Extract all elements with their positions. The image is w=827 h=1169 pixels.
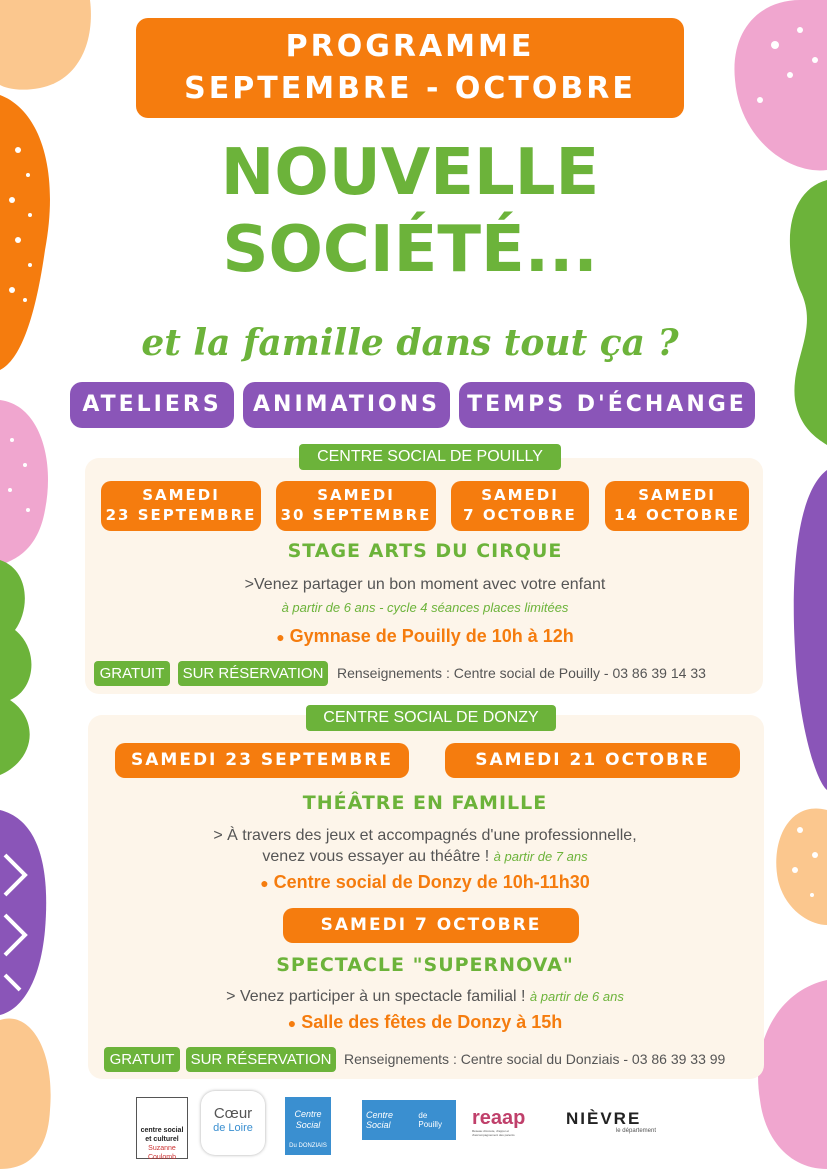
program-header: [136, 18, 684, 118]
logo-text: Réseau d'écoute, d'appui et d'accompagnement des parents: [472, 1129, 515, 1137]
logo-text: Du DONZIAIS: [289, 1143, 327, 1149]
logo-text: de Loire: [213, 1122, 253, 1134]
pouilly-note: à partir de 6 ans - cycle 4 séances places limitées: [281, 600, 569, 615]
logo-nievre: [566, 1110, 662, 1140]
title-line-2: SOCIÉTÉ...: [222, 213, 598, 287]
location-text: Centre social de Donzy de 10h-11h30: [273, 872, 590, 892]
donzy-location-2: [100, 1012, 750, 1033]
title-line-1: NOUVELLE: [220, 136, 600, 210]
pouilly-activity-title: STAGE ARTS DU CIRQUE: [287, 540, 563, 562]
pouilly-date-4: [605, 481, 749, 531]
date-day: SAMEDI: [317, 486, 395, 504]
donzy-date-3: SAMEDI 7 OCTOBRE: [283, 908, 579, 943]
donzy-center-label: CENTRE SOCIAL DE DONZY: [306, 705, 556, 731]
pouilly-reservation-tag: SUR RÉSERVATION: [178, 661, 328, 686]
date-day: SAMEDI: [142, 486, 220, 504]
pouilly-info: Renseignements : Centre social de Pouilly - 03 86 39 14 33: [337, 665, 706, 681]
logo-centre-social-donziais: [285, 1097, 331, 1155]
description-text: > Venez participer à un spectacle familial !: [226, 988, 526, 1005]
logo-csc-suzanne-coulomb: [136, 1097, 188, 1159]
subtitle: et la famille dans tout ça ?: [141, 322, 679, 364]
logo-text: Centre Social: [294, 1109, 322, 1130]
description-text: venez vous essayer au théâtre !: [262, 848, 490, 865]
donzy-date-2: SAMEDI 21 OCTOBRE: [445, 743, 740, 778]
age-note: à partir de 7 ans: [493, 849, 588, 864]
date-value: 7 OCTOBRE: [463, 506, 577, 524]
donzy-free-tag: GRATUIT: [104, 1047, 180, 1072]
logo-text: et culturel: [145, 1136, 179, 1143]
date-value: 14 OCTOBRE: [613, 506, 741, 524]
donzy-location-1: [100, 872, 750, 893]
age-note: à partir de 6 ans: [529, 989, 624, 1004]
pouilly-date-2: [276, 481, 436, 531]
category-animations: ANIMATIONS: [243, 382, 450, 428]
pouilly-center-label: CENTRE SOCIAL DE POUILLY: [299, 444, 561, 470]
location-pin-icon: ●: [260, 875, 269, 891]
location-text: Gymnase de Pouilly de 10h à 12h: [289, 626, 574, 646]
logo-text: le département: [615, 1128, 656, 1134]
logo-text: reaap: [472, 1107, 526, 1129]
logo-reaap: [472, 1107, 548, 1141]
logo-centre-social-pouilly: [362, 1100, 456, 1140]
pouilly-free-tag: GRATUIT: [94, 661, 170, 686]
pouilly-location: [100, 626, 750, 647]
logo-text: centre social: [140, 1127, 184, 1134]
pouilly-date-1: [101, 481, 261, 531]
donzy-description-1b: [100, 848, 750, 866]
pouilly-description: >Venez partager un bon moment avec votre enfant: [244, 576, 606, 593]
donzy-description-1a: > À travers des jeux et accompagnés d'une professionnelle,: [213, 827, 637, 844]
donzy-reservation-tag: SUR RÉSERVATION: [186, 1047, 336, 1072]
donzy-activity-1-title: THÉÂTRE EN FAMILLE: [302, 792, 548, 814]
header-line-1: PROGRAMME: [285, 29, 535, 64]
donzy-date-1: SAMEDI 23 SEPTEMBRE: [115, 743, 409, 778]
logo-coeur-de-loire: [201, 1091, 265, 1155]
donzy-activity-2-title: SPECTACLE "SUPERNOVA": [276, 954, 574, 976]
location-text: Salle des fêtes de Donzy à 15h: [301, 1012, 563, 1032]
donzy-description-2: [100, 988, 750, 1006]
pouilly-date-3: [451, 481, 589, 531]
logo-text: Cœur: [213, 1105, 253, 1122]
date-day: SAMEDI: [481, 486, 559, 504]
header-line-2: SEPTEMBRE - OCTOBRE: [184, 71, 636, 106]
category-temps-echange: TEMPS D'ÉCHANGE: [459, 382, 755, 428]
donzy-info: Renseignements : Centre social du Donziais - 03 86 39 33 99: [344, 1051, 726, 1067]
date-value: 23 SEPTEMBRE: [105, 506, 257, 524]
location-pin-icon: ●: [276, 629, 285, 645]
logo-text: NIÈVRE: [566, 1109, 642, 1128]
date-day: SAMEDI: [638, 486, 716, 504]
location-pin-icon: ●: [287, 1015, 297, 1031]
date-value: 30 SEPTEMBRE: [280, 506, 432, 524]
category-ateliers: ATELIERS: [70, 382, 234, 428]
logo-text: de Pouilly: [418, 1111, 442, 1129]
logo-text: Suzanne Coulomb: [147, 1145, 176, 1161]
logo-text: Centre Social: [366, 1110, 394, 1130]
